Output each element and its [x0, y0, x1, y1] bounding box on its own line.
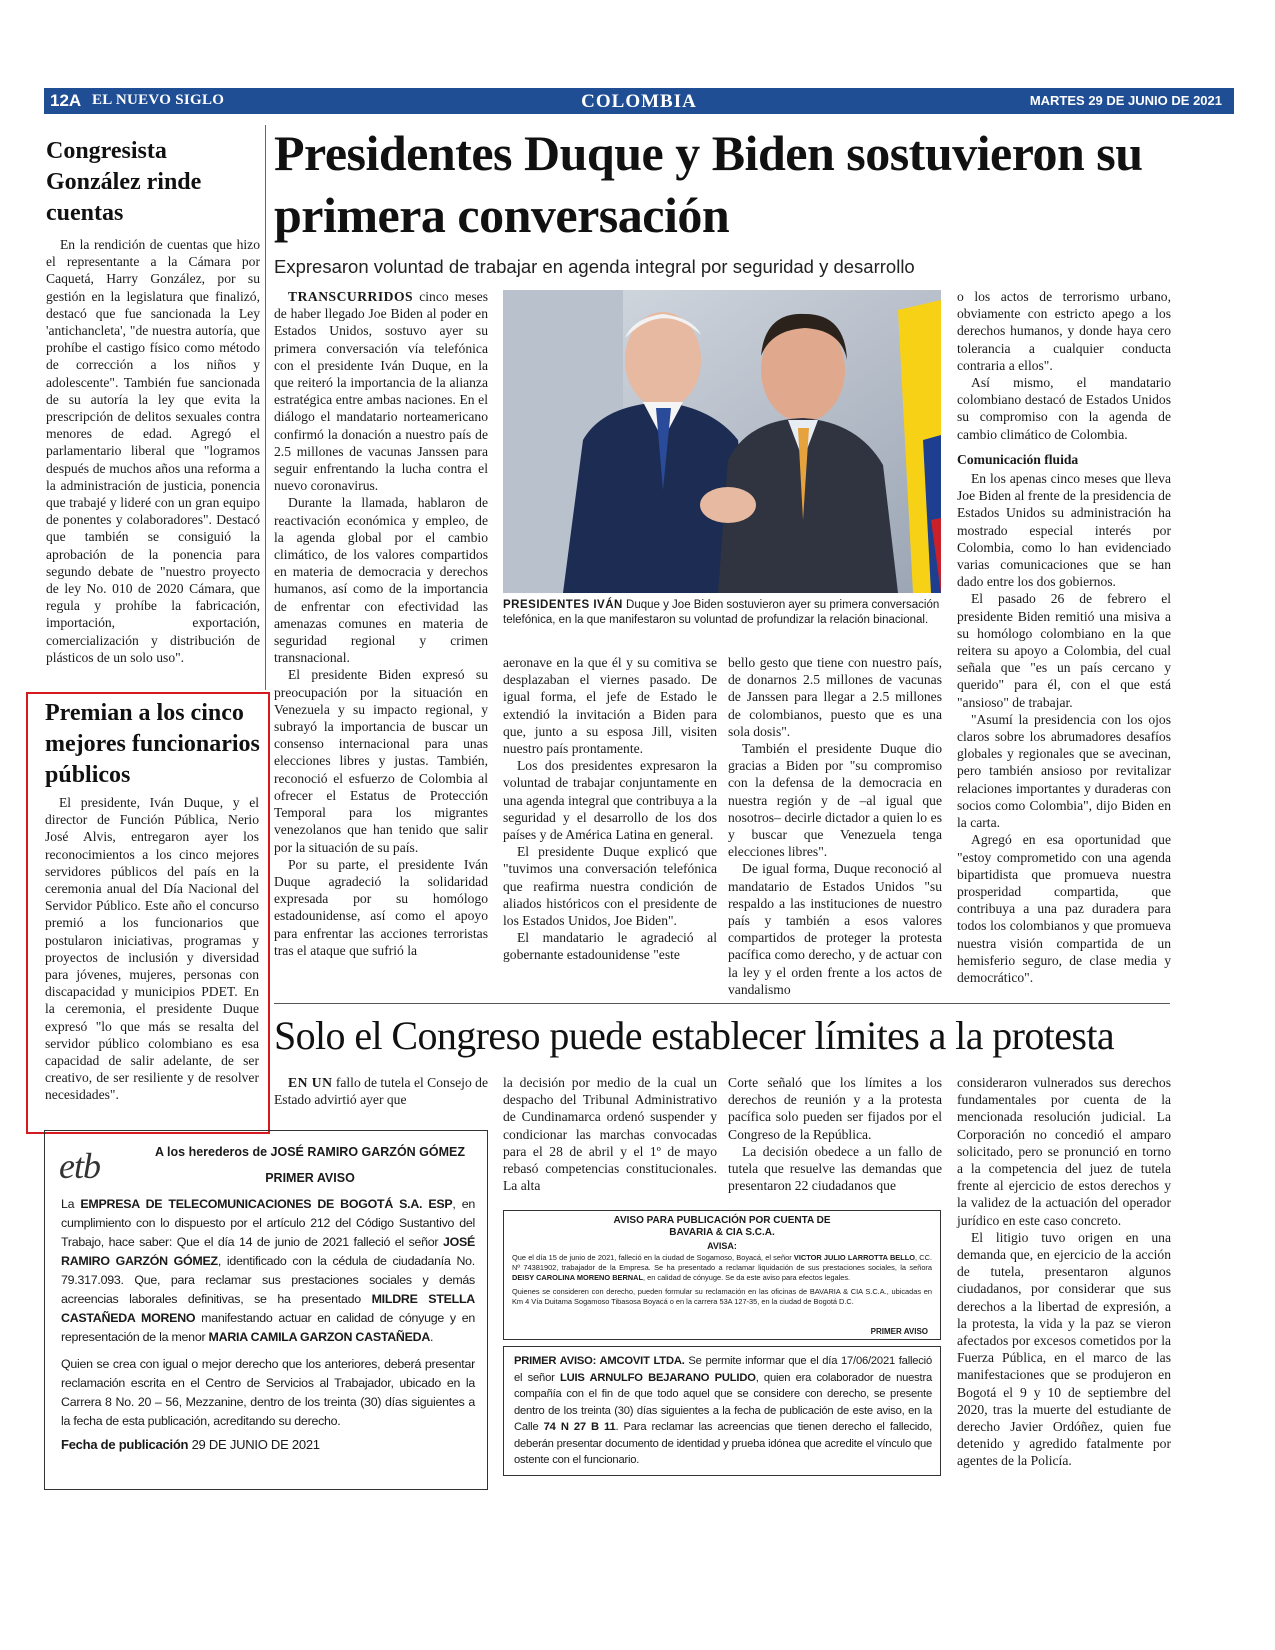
amcovit-notice: [503, 1346, 941, 1476]
text: , identificado con la cédula de ciudadanía No. 79.317.093. Que, para reclamar sus prestaciones sociales y demás acreencias laborales definitivas, se ha presentado: [61, 1254, 475, 1306]
deceased-name: VICTOR JULIO LARROTTA BELLO: [793, 1253, 915, 1262]
paragraph: o los actos de terrorismo urbano, obviamente con estricto apego a los derechos humanos, y donde haya cero tolerancia a cualquier conducta contraria a ellos".: [957, 289, 1171, 373]
text: manifestando actuar en calidad de cónyuge y en representación de la menor: [61, 1311, 476, 1344]
bavaria-title-line-1: AVISO PARA PUBLICACIÓN POR CUENTA DE: [613, 1215, 831, 1226]
bavaria-first-notice: PRIMER AVISO: [870, 1327, 928, 1336]
lead-word: EN UN: [288, 1075, 333, 1090]
paragraph: El pasado 26 de febrero el presidente Biden remitió una misiva a su homólogo colombiano en la que reitera su apoyo a Colombia, del cual señala que "es un país cercano y querido" para él, con el que está "ansioso" de trabajar.: [957, 591, 1171, 710]
main-subheadline: Expresaron voluntad de trabajar en agenda integral por seguridad y desarrollo: [274, 256, 915, 277]
paragraph: También el presidente Duque dio gracias a Biden por "su compromiso con la defensa de la democracia en nuestra región y de –al igual que nosotros– decirle dictador a quien lo es y buscar que Venezuela tenga elecciones libres".: [728, 741, 942, 860]
section-divider: [274, 1003, 1170, 1004]
text: , en calidad de cónyuge. Se da este aviso para efectos legales.: [643, 1273, 851, 1282]
etb-publication-date: [61, 1435, 475, 1454]
section-name: COLOMBIA: [581, 91, 697, 112]
paragraph: aeronave en la que él y su comitiva se desplazaban el viernes pasado. De igual forma, el jefe de Estado le extendió la invitación a Biden para que, junto a su esposa Jill, visiten nuestro país prontamente.: [503, 655, 717, 757]
heading-name: JOSÉ RAMIRO GARZÓN GÓMEZ: [270, 1145, 465, 1159]
text: , quien era colaborador de nuestra compañía con el fin de que todo aquel que se considere con derecho, se presente dentro de los treinta (30) días siguientes a la fecha de publicación de este aviso, en la Calle: [514, 1371, 932, 1433]
text: La: [61, 1197, 81, 1211]
text: . Para reclamar las acreencias que tienen derecho el fallecido, deberán presentar documento de identidad y prueba idónea que acredite el vínculo que ostente con el funcionario.: [514, 1421, 932, 1466]
paragraph: consideraron vulnerados sus derechos fundamentales por cuenta de la mencionada resolución judicial. La Corporación no concedió el amparo solicitado, pero se pronunció en torno a la competencia del juez de tutela frente al ejercicio de estos derechos y la validez de la actuación del operador jurídico en este caso concreto.: [957, 1075, 1171, 1228]
etb-notice-paragraph-2: Quien se crea con igual o mejor derecho que los anteriores, deberá presentar reclamación escrita en el Centro de Servicios al Trabajador, ubicado en la Carrera 8 No. 20 – 56, Mezzanine, dentro de los treinta (30) días siguientes a la fecha de esta publicación, acreditando su derecho.: [61, 1357, 475, 1428]
deceased-name: LUIS ARNULFO BEJARANO PULIDO: [559, 1371, 756, 1384]
claimant-name: MILDRE STELLA CASTAÑEDA MORENO: [61, 1292, 475, 1325]
etb-first-notice: PRIMER AVISO: [265, 1171, 355, 1185]
etb-notice-body: [61, 1195, 475, 1454]
main-article-col-1: [274, 288, 488, 959]
second-article-col-3: [728, 1074, 942, 1194]
bavaria-aviso: AVISA:: [707, 1241, 737, 1251]
second-article-col-4: [957, 1074, 1171, 1470]
paragraph: fallo de tutela el Consejo de Estado advirtió ayer que: [274, 1075, 488, 1108]
photo-caption: [503, 598, 941, 628]
caption-lead: PRESIDENTES IVÁN: [503, 599, 623, 611]
side-article-1-paragraph: En la rendición de cuentas que hizo el representante a la Cámara por Caquetá, Harry González, por su gestión en la legislatura que finalizó, destacó que fue sancionada la Ley 'antichancleta', "de nuestra autoría, que prohíbe el castigo físico como método de corrección a los niños y adolescente". También fue sancionada de su autoría la ley que evita la prescripción de delitos sexuales contra menores de edad. Agregó el parlamentario liberal que "logramos después de muchos años una reforma a la administración de justicia, ponencia que trabajé y lideré con un gran equipo de ponentes y colaboradores". Destacó que también se consiguió la aprobación de la ponencia para segundo debate de "nuestro proyecto de ley No. 010 de 2020 Cámara, que regula y prohíbe la fabricación, importación, exportación, comercialización y distribución de plásticos de un solo uso".: [46, 237, 260, 665]
main-article-col-3: [728, 654, 942, 998]
paragraph: Corte señaló que los límites a los derechos de reunión y a la protesta pacífica solo pueden ser fijados por el Congreso de la República.: [728, 1075, 942, 1142]
paragraph: Agregó en esa oportunidad que "estoy comprometido con una agenda bipartidista que promueva nuestra prosperidad compartida, que contribuya a una paz duradera para todos los colombianos y que promueva nuestra visión compartida de un hemisferio seguro, de clase media y democrático".: [957, 832, 1171, 985]
text: , CC. Nº 74381902, trabajador de la Empresa. Se ha presentado a reclamar liquidación de sus prestaciones sociales, la señora: [512, 1253, 933, 1272]
text: Se permite informar que el día 17/06/2021 falleció el señor: [514, 1355, 932, 1384]
paragraph: la decisión por medio de la cual un despacho del Tribunal Administrativo de Cundinamarca ordenó suspender y condicionar las marchas convocadas para el 28 de abril y el 1º de mayo rebasó competencias constitucionales. La alta: [503, 1075, 717, 1194]
paragraph: Durante la llamada, hablaron de reactivación económica y empleo, de la agenda global por el cambio climático, de los valores compartidos en materia de democracia y derechos humanos, así como de la importancia de enfrentar con efectividad las amenazas comunes en materia de seguridad regional y crimen transnacional.: [274, 495, 488, 666]
etb-notice-heading: [145, 1145, 475, 1159]
paragraph: En los apenas cinco meses que lleva Joe Biden al frente de la presidencia de Estados Unidos su administración ha mostrado especial interés por Colombia, como lo han evidenciado varias comunicaciones que se han dado entre los dos gobiernos.: [957, 471, 1171, 590]
second-article-col-1: [274, 1074, 488, 1108]
presidents-photo-illustration: [503, 290, 941, 593]
paragraph: El litigio tuvo origen en una demanda que, en ejercicio de la acción de tutela, presentaron algunos ciudadanos, por considerar que sus derechos a la libertad de expresión, a la protesta, la vida y la paz se vieron afectados por excesos cometidos por la Fuerza Pública, en el marco de las manifestaciones que se produjeron en Bogotá el 9 y 10 de septiembre del 2020, tras la muerte del estudiante de derecho Javier Ordóñez, quien fue detenido y agredido fatalmente por agentes de la Policía.: [957, 1229, 1171, 1469]
page-header-bar: [44, 88, 1234, 114]
claimant-name: DEISY CAROLINA MORENO BERNAL: [512, 1273, 643, 1282]
paragraph: cinco meses de haber llegado Joe Biden al poder en Estados Unidos, sostuvo ayer su primera conversación vía telefónica con el presidente Iván Duque, en la que reiteró la importancia de la alianza estratégica entre ambas naciones. En el diálogo el mandatario norteamericano confirmó la donación a nuestro país de 2.5 millones de vacunas Janssen para seguir enfrentando la lucha contra el nuevo coronavirus.: [274, 289, 488, 494]
lead-word: TRANSCURRIDOS: [288, 289, 414, 304]
inline-subheading: Comunicación fluida: [957, 451, 1079, 467]
main-article-col-4: [957, 288, 1171, 986]
side-article-1-body: [46, 236, 260, 666]
text: .: [430, 1330, 434, 1344]
paragraph: El mandatario le agradeció al gobernante estadounidense "este: [503, 930, 717, 963]
bavaria-title-line-2: BAVARIA & CIA S.C.A.: [669, 1227, 775, 1238]
minor-name: MARIA CAMILA GARZON CASTAÑEDA: [208, 1330, 431, 1344]
second-article-col-2: [503, 1074, 717, 1194]
side-article-1-title: Congresista González rinde cuentas: [46, 138, 202, 226]
paragraph: "Asumí la presidencia con los ojos claros sobre los abrumadores desafíos globales y regionales que se avecinan, pero también ansioso por revitalizar relaciones importantes y duraderas con socios como Colombia", dijo Biden en la carta.: [957, 711, 1171, 831]
paragraph: Así mismo, el mandatario colombiano destacó de Estados Unidos su compromiso con la agenda de cambio climático de Colombia.: [957, 375, 1171, 442]
second-headline: Solo el Congreso puede establecer límites a la protesta: [274, 1013, 1115, 1058]
column-divider: [265, 125, 266, 690]
text: , en cumplimiento con lo dispuesto por el artículo 212 del Código Sustantivo del Trabajo, hace saber: Que el día 14 de junio de 2021 falleció el señor: [61, 1197, 475, 1249]
paragraph: Por su parte, el presidente Iván Duque agradeció la solidaridad expresada por su homólogo estadounidense, así como el apoyo para enfrentar las acciones terroristas tras el ataque que sufrió la: [274, 856, 488, 958]
side-article-2-title: Premian a los cinco mejores funcionarios públicos: [45, 700, 260, 788]
paragraph: Los dos presidentes expresaron la voluntad de trabajar conjuntamente en una agenda integral que contribuya a la seguridad y el desarrollo de los dos países y de América Latina en general.: [503, 758, 717, 843]
deceased-name: JOSÉ RAMIRO GARZÓN GÓMEZ: [61, 1235, 475, 1268]
main-headline: Presidentes Duque y Biden sostuvieron su primera conversación: [274, 125, 1143, 243]
pub-label: Fecha de publicación: [61, 1437, 189, 1452]
heading-prefix: A los herederos de: [155, 1145, 271, 1159]
paragraph: La decisión obedece a un fallo de tutela que resuelve las demandas que presentaron 22 ciudadanos que: [728, 1143, 942, 1194]
amcovit-body: [514, 1353, 932, 1469]
notice-lead: PRIMER AVISO: AMCOVIT LTDA.: [514, 1355, 685, 1367]
paragraph: De igual forma, Duque reconoció al mandatario de Estados Unidos "su respaldo a las instituciones de nuestro país y también a esos valores compartidos de proteger la protesta pacífica como derecho, y de actuar con la ley y el orden frente a los actos de vandalismo: [728, 861, 942, 997]
company-name: EMPRESA DE TELECOMUNICACIONES DE BOGOTÁ S.A. ESP: [80, 1197, 453, 1211]
presidents-photo: [503, 290, 941, 593]
page-number: 12A: [50, 91, 82, 110]
issue-date: MARTES 29 DE JUNIO DE 2021: [1029, 93, 1222, 108]
etb-notice: [44, 1130, 488, 1490]
paragraph: El presidente Biden expresó su preocupación por la situación en Venezuela y su impacto regional, y subrayó la importancia de buscar un consenso internacional para unas elecciones libres y justas. También, reconoció el esfuerzo de Colombia al ofrecer el Estatus de Protección Temporal para los migrantes venezolanos que han tenido que salir por la situación de su país.: [274, 667, 488, 855]
address: 74 N 27 B 11: [543, 1421, 616, 1433]
newspaper-name: EL NUEVO SIGLO: [92, 92, 225, 108]
bavaria-body: [512, 1253, 932, 1307]
etb-logo: etb: [59, 1146, 100, 1186]
side-article-2-body: [45, 794, 259, 1104]
text: Que el día 15 de junio de 2021, falleció en la ciudad de Sogamoso, Boyacá, el señor: [512, 1253, 794, 1262]
bavaria-notice: [503, 1210, 941, 1340]
pub-date: 29 DE JUNIO DE 2021: [191, 1437, 320, 1452]
paragraph: bello gesto que tiene con nuestro país, de donarnos 2.5 millones de vacunas de Janssen para llegar a 2.5 millones de colombianos, puesto que es una sola dosis".: [728, 655, 942, 739]
caption-text: Duque y Joe Biden sostuvieron ayer su primera conversación telefónica, en la que manifestaron su voluntad de profundizar la relación binacional.: [503, 599, 940, 626]
side-article-2-paragraph: El presidente, Iván Duque, y el director de Función Pública, Nerio José Alvis, entregaron ayer los reconocimientos a los cinco mejores servidores públicos del país en la ceremonia anual del Día Nacional del Servidor Público. Este año el concurso premió a los funcionarios que postularon iniciativas, programas y proyectos de inclusión y diversidad para jóvenes, mujeres, personas con discapacidad y municipios PDET. En la ceremonia, el presidente Duque expresó "lo que más se resalta del servidor público colombiano es esa capacidad de salir adelante, de ser creativo, de ser resiliente y de resolver necesidades".: [45, 795, 259, 1103]
main-article-col-2: [503, 654, 717, 964]
bavaria-paragraph-2: Quienes se consideren con derecho, pueden formular su reclamación en las oficinas de BAVARIA & CIA S.C.A., ubicadas en Km 4 Vía Duitama Sogamoso Tibasosa Boyacá o en la carrera 53A 127-35, en la ciudad de Bogotá D.C.: [512, 1287, 932, 1306]
paragraph: El presidente Duque explicó que "tuvimos una conversación telefónica que reafirma nuestra condición de aliados históricos con el presidente de los Estados Unidos, Joe Biden".: [503, 844, 717, 929]
